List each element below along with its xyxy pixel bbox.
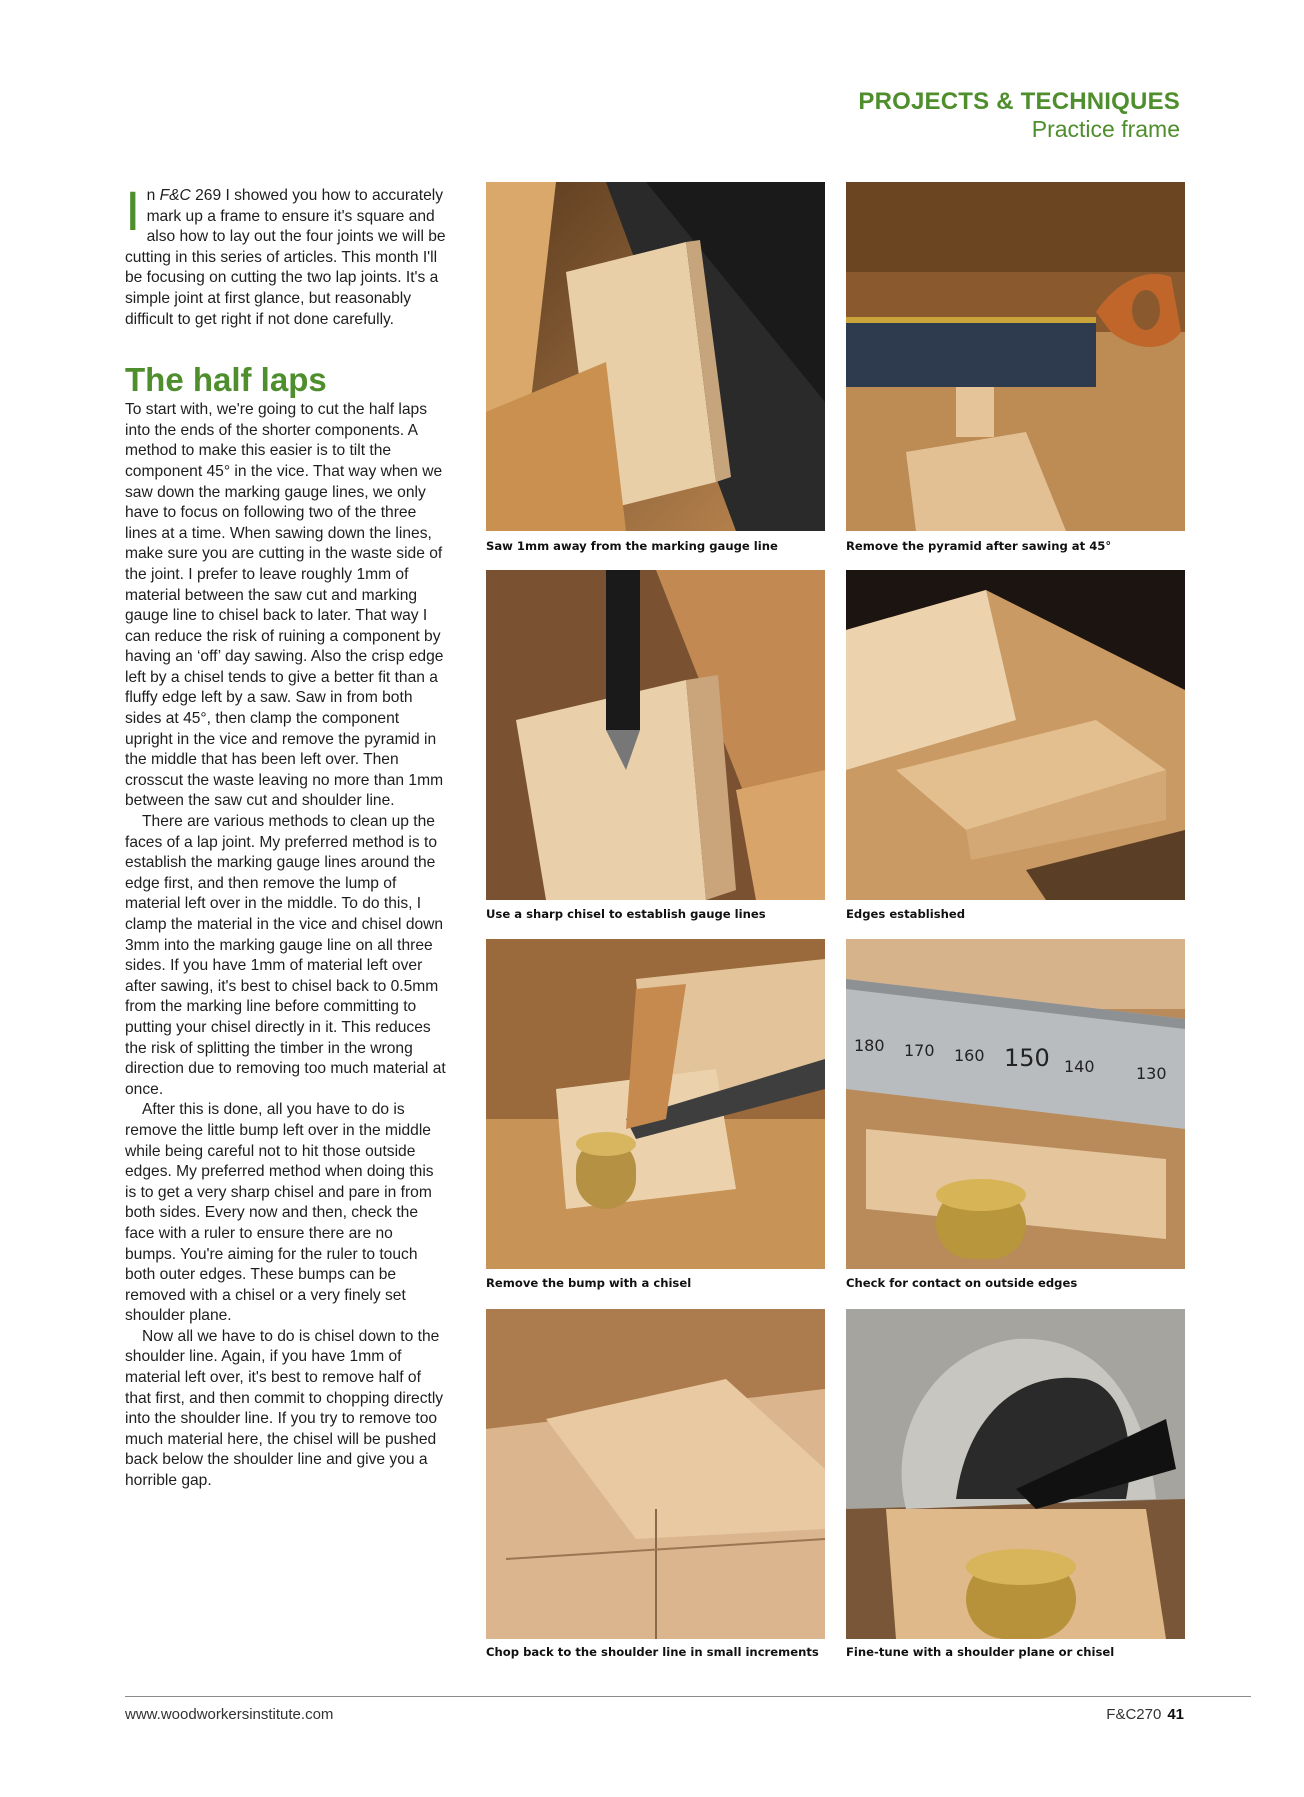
caption-photo-7: Chop back to the shoulder line in small increments: [486, 1645, 819, 1659]
photo-edges-established: [846, 570, 1185, 900]
photo-chop-shoulder: [486, 1309, 825, 1639]
page-number: 41: [1167, 1706, 1184, 1723]
ruler-label-140: 140: [1064, 1057, 1095, 1076]
section-title: PROJECTS & TECHNIQUES: [858, 88, 1180, 115]
section-header: [858, 88, 1180, 142]
intro-paragraph: [125, 179, 447, 330]
ruler-label-150: 150: [1004, 1044, 1050, 1072]
ruler-label-160: 160: [954, 1046, 985, 1065]
body-paragraph-3: After this is done, all you have to do is remove the little bump left over in the middle while being careful not to hit those outside edges. My preferred method when doing this is to get a very sharp chisel and pare in from both sides. Every now and then, check the face with a ruler to ensure there are no bumps. You're aiming for the ruler to touch both outer edges. These bumps can be removed with a chisel or a very finely set shoulder plane.: [125, 1101, 434, 1325]
body-paragraph-1: To start with, we're going to cut the half laps into the ends of the shorter components. A method to make this easier is to tilt the component 45° in the vice. That way when we saw down the marking gauge lines, we only have to focus on following two of the three lines at a time. When sawing down the lines, make sure you are cutting in the waste side of the joint. I prefer to leave roughly 1mm of material between the saw cut and marking gauge line to chisel back to later. That way I can reduce the risk of ruining a component by having an ‘off’ day sawing. Also the crisp edge left by a chisel tends to give a better fit than a fluffy edge left by a saw. Saw in from both sides at 45°, then clamp the component upright in the vice and remove the pyramid in the middle that has been left over. Then crosscut the waste leaving no more than 1mm between the saw cut and shoulder line.: [125, 401, 444, 810]
section-subtitle: Practice frame: [1031, 116, 1180, 142]
body-paragraph-2: There are various methods to clean up the faces of a lap joint. My preferred method is to establish the marking gauge lines around the edge first, and then remove the lump of material left over in the middle. To do this, I clamp the material in the vice and chisel down 3mm into the marking gauge line on all three sides. If you have 1mm of material left over after sawing, it's best to chisel back to 0.5mm from the marking line before committing to putting your chisel directly in it. This reduces the risk of splitting the timber in the wrong direction due to removing too much material at once.: [125, 813, 446, 1098]
caption-photo-3: Use a sharp chisel to establish gauge lines: [486, 907, 766, 921]
ruler-label-170: 170: [904, 1041, 935, 1060]
photo-saw-marking-line: [486, 182, 825, 531]
caption-photo-8: Fine-tune with a shoulder plane or chisel: [846, 1645, 1115, 1659]
article-heading: The half laps: [125, 361, 327, 399]
body-paragraph-4: Now all we have to do is chisel down to the shoulder line. Again, if you have 1mm of material left over, it's best to remove half of that first, and then commit to chopping directly into the shoulder line. If you try to remove too much material here, the chisel will be pushed back below the shoulder line and give you a horrible gap.: [125, 1327, 444, 1490]
caption-photo-1: Saw 1mm away from the marking gauge line: [486, 539, 778, 553]
photo-remove-bump: [486, 939, 825, 1269]
intro-body: 269 I showed you how to accurately mark up a frame to ensure it's square and also how to lay out the four joints we will be cutting in this series of articles. This month I'll be focusing on cutting the two lap joints. It's a simple joint at first glance, but reasonably difficult to get right if not done carefully.: [125, 187, 446, 328]
caption-photo-2: Remove the pyramid after sawing at 45°: [846, 539, 1112, 553]
footer-website: www.woodworkersinstitute.com: [125, 1706, 334, 1723]
photo-ruler-check: [846, 939, 1185, 1269]
article-text-column: [125, 179, 447, 1492]
drop-cap: I: [125, 179, 141, 242]
photo-remove-pyramid: [846, 182, 1185, 531]
caption-photo-6: Check for contact on outside edges: [846, 1276, 1078, 1290]
caption-photo-4: Edges established: [846, 907, 966, 921]
caption-photo-5: Remove the bump with a chisel: [486, 1276, 692, 1290]
footer-page-info: [1106, 1706, 1184, 1723]
ruler-label-130: 130: [1136, 1064, 1167, 1083]
footer-rule: [125, 1696, 1251, 1697]
footer-issue: F&C270: [1106, 1706, 1162, 1723]
intro-pre: n: [146, 187, 160, 204]
photo-sharp-chisel: [486, 570, 825, 900]
magazine-name: F&C: [159, 187, 191, 204]
photo-shoulder-plane: [846, 1309, 1185, 1639]
ruler-label-180: 180: [854, 1036, 885, 1055]
